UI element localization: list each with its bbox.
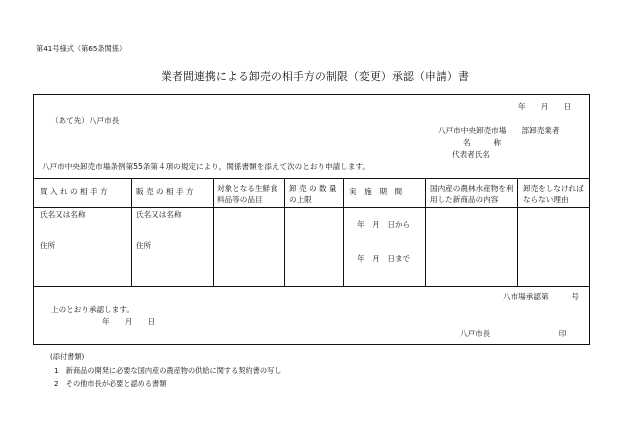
approval-statement: 上のとおり承認します。 (51, 305, 134, 314)
table-column-divider (284, 178, 285, 286)
applicant-organization: 八戸市中央卸売市場 部卸売業者 (438, 126, 560, 135)
header-quantity-limit: 卸 売 の 数 量 の上限 (289, 184, 337, 204)
header-buyer-counterparty: 買 入 れ の 相 手 方 (40, 187, 108, 196)
header-reason: 卸売をしなければならない理由 (523, 184, 584, 204)
approval-signer: 八戸市長 印 (460, 329, 567, 338)
approval-date: 年 月 日 (102, 317, 156, 326)
table-header-divider (33, 207, 590, 208)
seller-address-field: 住所 (136, 241, 152, 250)
table-column-divider (343, 178, 344, 286)
header-target-items: 対象となる生鮮食料品等の品目 (217, 184, 278, 204)
table-column-divider (131, 178, 132, 286)
header-new-product-content: 国内産の農林水産物を利用した新商品の内容 (430, 184, 514, 204)
application-statement: 八戸市中央卸売市場条例第55条第４項の規定により，関係書類を添えて次のとおり申請します。 (42, 162, 370, 171)
table-column-divider (517, 178, 518, 286)
applicant-name-label: 名 称 (463, 138, 501, 147)
header-implementation-period: 実 施 期 間 (349, 187, 403, 196)
form-number: 第41号様式（第65条関係） (36, 44, 127, 53)
period-end: 年 月 日まで (357, 254, 411, 263)
period-start: 年 月 日から (357, 220, 411, 229)
attachment-item: 1 新商品の開発に必要な国内産の農産物の供給に関する契約書の写し (54, 366, 282, 375)
table-top-border (33, 178, 590, 179)
table-column-divider (213, 178, 214, 286)
attachment-item: 2 その他市長が必要と認める書類 (54, 379, 167, 388)
buyer-name-field: 氏名又は名称 (40, 210, 86, 219)
buyer-address-field: 住所 (40, 241, 56, 250)
document-title: 業者間連携による卸売の相手方の制限（変更）承認（申請）書 (161, 70, 469, 83)
attachments-heading: (添付書類) (50, 352, 85, 361)
approval-number: 八市場承認第 号 (503, 292, 579, 301)
representative-name-label: 代表者氏名 (452, 150, 490, 159)
header-seller-counterparty: 販 売 の 相 手 方 (136, 187, 194, 196)
addressee: （あて先）八戸市長 (51, 116, 120, 125)
seller-name-field: 氏名又は名称 (136, 210, 182, 219)
table-column-divider (425, 178, 426, 286)
application-date: 年 月 日 (518, 102, 572, 111)
table-bottom-border (33, 286, 590, 287)
